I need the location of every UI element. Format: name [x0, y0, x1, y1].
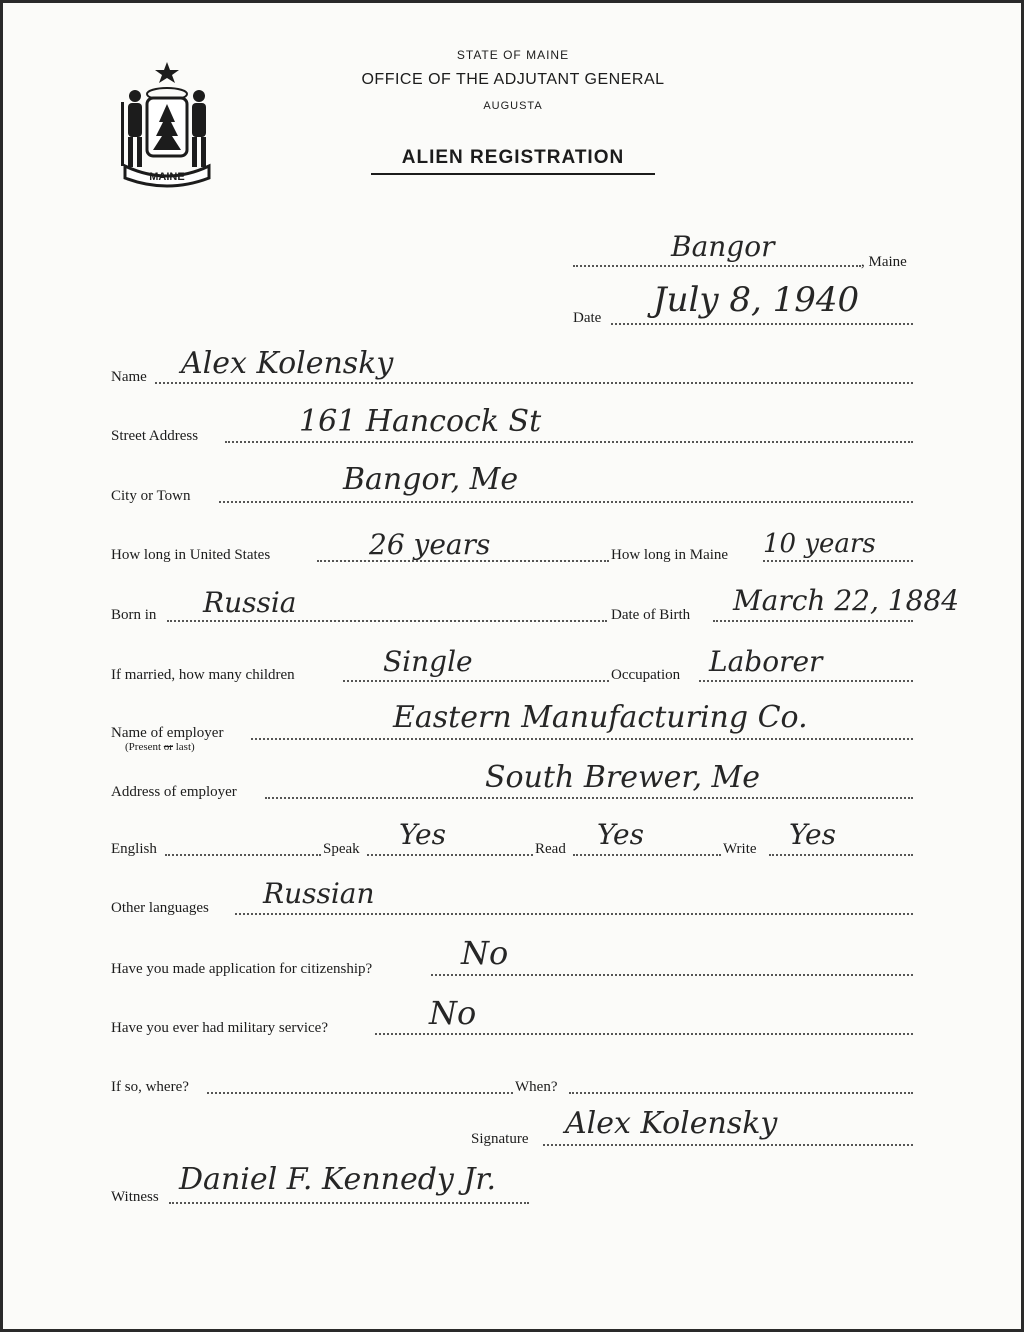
citizenship-value: No	[461, 934, 509, 972]
header-city: AUGUSTA	[483, 100, 543, 112]
date-value: July 8, 1940	[653, 280, 860, 320]
if-so-where-label: If so, where?	[111, 1079, 189, 1095]
employer-label: Name of employer	[111, 725, 224, 741]
when-label: When?	[515, 1079, 558, 1095]
signature-value: Alex Kolensky	[565, 1106, 778, 1141]
english-label: English	[111, 841, 157, 857]
other-languages-label: Other languages	[111, 900, 209, 916]
write-value: Yes	[789, 818, 836, 851]
header-state: STATE OF MAINE	[456, 48, 570, 62]
city-value: Bangor, Me	[343, 462, 519, 497]
date-of-birth-value: March 22, 1884	[733, 584, 960, 617]
name-value: Alex Kolensky	[181, 346, 394, 381]
military-value: No	[429, 994, 477, 1032]
children-value: Single	[383, 645, 473, 678]
speak-label: Speak	[323, 841, 360, 857]
write-label: Write	[723, 841, 757, 857]
military-label: Have you ever had military service?	[111, 1020, 328, 1036]
employer-address-label: Address of employer	[111, 784, 237, 800]
other-languages-value: Russian	[263, 877, 375, 910]
street-value: 161 Hancock St	[299, 404, 542, 439]
employer-value: Eastern Manufacturing Co.	[393, 700, 808, 735]
witness-label: Witness	[111, 1189, 159, 1205]
speak-value: Yes	[399, 818, 446, 851]
city-label: City or Town	[111, 488, 191, 504]
children-label: If married, how many children	[111, 667, 295, 683]
employer-note: (Present or last)	[125, 741, 195, 753]
maine-state-seal-icon	[111, 58, 223, 190]
read-value: Yes	[597, 818, 644, 851]
occupation-value: Laborer	[709, 645, 823, 678]
signature-label: Signature	[471, 1131, 529, 1147]
born-in-value: Russia	[203, 586, 297, 619]
how-long-maine-label: How long in Maine	[611, 547, 729, 563]
svg-text:MAINE: MAINE	[149, 171, 185, 183]
name-label: Name	[111, 369, 147, 385]
street-label: Street Address	[111, 428, 199, 444]
occupation-label: Occupation	[611, 667, 681, 683]
header-office: OFFICE OF THE ADJUTANT GENERAL	[361, 71, 665, 88]
witness-value: Daniel F. Kennedy Jr.	[179, 1162, 497, 1197]
date-label: Date	[573, 310, 602, 326]
employer-address-value: South Brewer, Me	[485, 760, 761, 795]
born-in-label: Born in	[111, 607, 157, 623]
place-value: Bangor	[671, 230, 775, 263]
how-long-us-value: 26 years	[369, 528, 491, 561]
read-label: Read	[535, 841, 566, 857]
citizenship-label: Have you made application for citizenship?	[111, 961, 373, 977]
date-of-birth-label: Date of Birth	[611, 607, 691, 623]
place-suffix-label: , Maine	[861, 254, 907, 270]
how-long-maine-value: 10 years	[763, 529, 876, 559]
form-title: ALIEN REGISTRATION	[371, 147, 655, 175]
how-long-us-label: How long in United States	[111, 547, 271, 563]
